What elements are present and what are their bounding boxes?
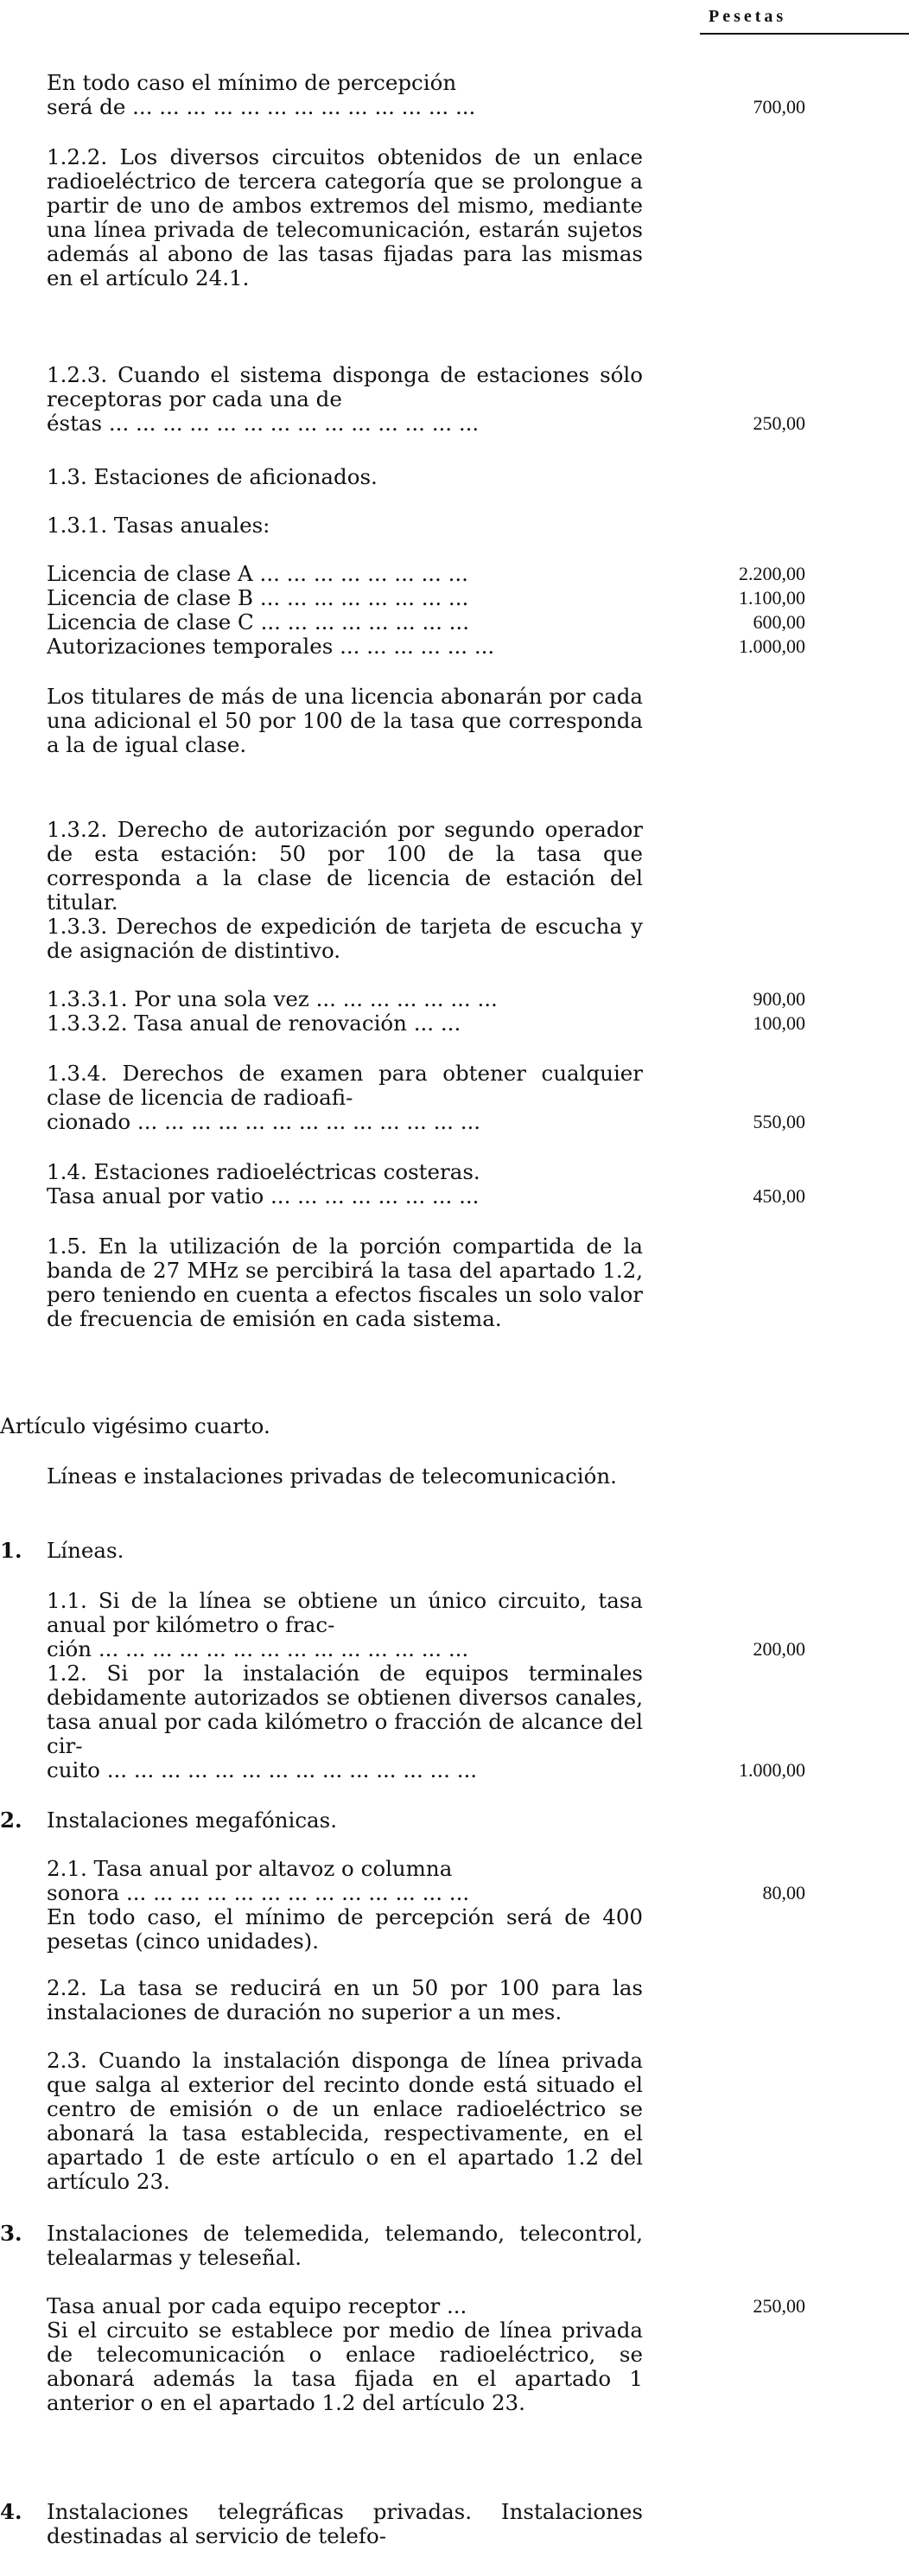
text-line: En todo caso el mínimo de percepción — [47, 70, 457, 95]
text-line-dotted: cionado ... ... ... ... ... ... ... ... ... ... ... ... ... — [47, 1110, 481, 1134]
paragraph-2-2: 2.2. La tasa se reducirá en un 50 por 100 para las instalaciones de duración no superior a un mes. — [47, 1975, 643, 2024]
fee-line-licencia-a: Licencia de clase A ... ... ... ... ... ... ... ... — [47, 562, 468, 586]
paragraph-1-2-3: 1.2.3. Cuando el sistema disponga de estaciones sólo receptoras por cada una de — [47, 362, 643, 411]
fee-line-1-3-3-2: 1.3.3.2. Tasa anual de renovación ... ... — [47, 1011, 461, 1036]
paragraph-circuito-telecom: Si el circuito se establece por medio de línea privada de telecomunicación o enlace radioeléctrico, se abonará además la tasa fijada en el apartado 1 anterior o en el apartado 1.2 del artículo 23. — [47, 2318, 643, 2415]
item-heading-lineas: Líneas. — [47, 1539, 124, 1563]
amount-value: 600,00 — [753, 611, 805, 633]
paragraph-minimum — [47, 71, 643, 119]
amount-value: 2.200,00 — [739, 563, 805, 584]
fee-line-autorizaciones: Autorizaciones temporales ... ... ... ... ... ... — [47, 634, 495, 659]
amount-value: 450,00 — [753, 1185, 805, 1207]
amount-value: 200,00 — [753, 1638, 805, 1660]
article-heading: Artículo vigésimo cuarto. — [0, 1414, 270, 1438]
item-heading-telegraficas: Instalaciones telegráficas privadas. Instalaciones destinadas al servicio de telefo- — [47, 2499, 643, 2548]
amount-value: 100,00 — [753, 1012, 805, 1034]
header-rule — [700, 33, 909, 35]
fee-line-licencia-b: Licencia de clase B ... ... ... ... ... ... ... ... — [47, 586, 469, 610]
text-line-dotted: sonora ... ... ... ... ... ... ... ... ... ... ... ... ... — [47, 1881, 470, 1905]
amount-value: 550,00 — [753, 1111, 805, 1132]
section-heading-1-4: 1.4. Estaciones radioeléctricas costeras. — [47, 1160, 480, 1184]
section-heading-1-3: 1.3. Estaciones de aficionados. — [47, 465, 378, 489]
amount-value: 250,00 — [753, 412, 805, 434]
text-line-dotted: éstas ... ... ... ... ... ... ... ... ... ... ... ... ... ... — [47, 411, 480, 436]
fee-line-1-3-3-1: 1.3.3.1. Por una sola vez ... ... ... ... ... ... ... — [47, 987, 498, 1011]
paragraph-minimo-400: En todo caso, el mínimo de percepción será de 400 pesetas (cinco unidades). — [47, 1904, 643, 1954]
paragraph-1-3-2: 1.3.2. Derecho de autorización por segundo operador de esta estación: 50 por 100 de la tasa que corresponda a la clase de licencia de estación del titular. — [47, 817, 643, 915]
item-number: 1. — [0, 1538, 22, 1563]
paragraph-1-3-4: 1.3.4. Derechos de examen para obtener cualquier clase de licencia de radioafi- — [47, 1061, 643, 1110]
paragraph-1-2: 1.2. Si por la instalación de equipos terminales debidamente autorizados se obtienen diversos canales, tasa anual por cada kilómetro o fracción de alcance del cir- — [47, 1661, 643, 1758]
amount-value: 1.100,00 — [739, 587, 805, 609]
column-header-pesetas: Pesetas — [709, 7, 787, 26]
paragraph-1-3-3: 1.3.3. Derechos de expedición de tarjeta de escucha y de asignación de distintivo. — [47, 914, 643, 963]
item-number: 3. — [0, 2221, 22, 2246]
item-heading-telemedida: Instalaciones de telemedida, telemando, telecontrol, telealarmas y teleseñal. — [47, 2221, 643, 2270]
paragraph-titulares: Los titulares de más de una licencia abonarán por cada una adicional el 50 por 100 de la tasa que corresponda a la de igual clase. — [47, 684, 643, 757]
amount-value: 250,00 — [753, 2295, 805, 2317]
text-line-dotted: será de ... ... ... ... ... ... ... ... ... ... ... ... ... — [47, 95, 476, 119]
paragraph-2-1: 2.1. Tasa anual por altavoz o columna — [47, 1856, 453, 1881]
text-line-dotted: ción ... ... ... ... ... ... ... ... ... ... ... ... ... ... — [47, 1637, 469, 1661]
amount-value: 1.000,00 — [739, 1759, 805, 1781]
item-number: 4. — [0, 2499, 22, 2524]
amount-value: 80,00 — [762, 1882, 805, 1903]
paragraph-1-2-2: 1.2.2. Los diversos circuitos obtenidos de un enlace radioeléctrico de tercera categoría que se prolongue a partir de uno de ambos extremos del mismo, mediante una línea privada de telecomunicación, estarán sujetos además al abono de las tasas fijadas para las mismas en el artículo 24.1. — [47, 144, 643, 290]
fee-line-equipo-receptor: Tasa anual por cada equipo receptor ... — [47, 2294, 467, 2318]
amount-value: 700,00 — [753, 96, 805, 118]
amount-value: 900,00 — [753, 988, 805, 1010]
paragraph-1-1: 1.1. Si de la línea se obtiene un único circuito, tasa anual por kilómetro o frac- — [47, 1588, 643, 1637]
paragraph-lineas-instalaciones: Líneas e instalaciones privadas de telecomunicación. — [47, 1463, 617, 1489]
amount-value: 1.000,00 — [739, 635, 805, 657]
fee-line-licencia-c: Licencia de clase C ... ... ... ... ... ... ... ... — [47, 610, 470, 634]
section-heading-1-3-1: 1.3.1. Tasas anuales: — [47, 513, 270, 538]
paragraph-1-5: 1.5. En la utilización de la porción compartida de la banda de 27 MHz se percibirá la tasa del apartado 1.2, pero teniendo en cuenta a efectos fiscales un solo valor de frecuencia de emisión en cada sistema. — [47, 1234, 643, 1331]
item-heading-megafonicas: Instalaciones megafónicas. — [47, 1808, 338, 1833]
paragraph-2-3: 2.3. Cuando la instalación disponga de línea privada que salga al exterior del recinto donde está situado el centro de emisión o de un enlace radioeléctrico se abonará la tasa establecida, respectivamente, en el apartado 1 de este artículo o en el apartado 1.2 del artículo 23. — [47, 2048, 643, 2194]
text-line-dotted: cuito ... ... ... ... ... ... ... ... ... ... ... ... ... ... — [47, 1758, 478, 1782]
item-number: 2. — [0, 1808, 22, 1833]
fee-line-vatio: Tasa anual por vatio ... ... ... ... ... ... ... ... — [47, 1184, 480, 1208]
